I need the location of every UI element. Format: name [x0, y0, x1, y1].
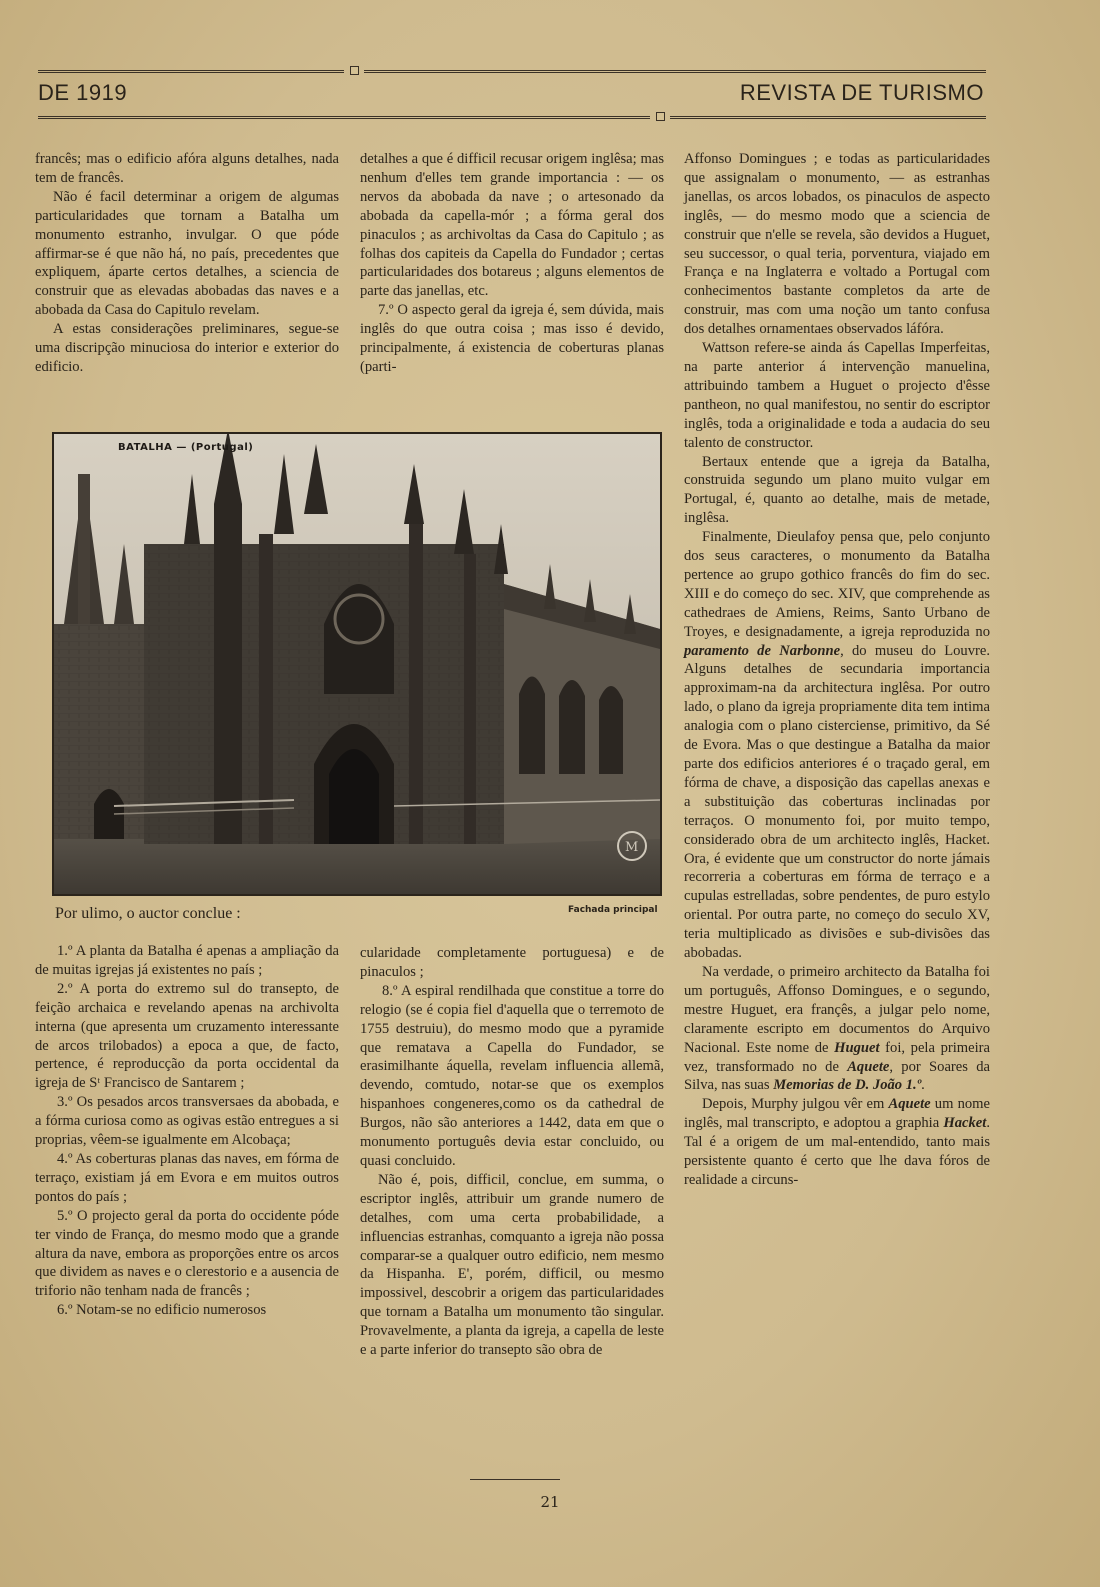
paragraph-intro: Por ulimo, o auctor conclue : — [55, 905, 241, 922]
paragraph: francês; mas o edificio afóra alguns detalhes, nada tem de francês. — [35, 151, 339, 186]
paragraph: Não é, pois, difficil, conclue, em summa, o escriptor inglês, attribuir um grande numero de detalhes, com uma certa probabilidade, a influencias estranhas, comquanto a igreja não possa comparar-se a qualquer outro edificio, nem mesmo da Hispanha. E', porém, difficil, ou mesmo impossivel, descobrir a origem das particularidades que tornam a Batalha um monumento tão singular. Provavelmente, a planta da igreja, a capella de leste e a parte inferior do transepto são obra de — [360, 1171, 664, 1359]
header-rule-bottom-right — [670, 116, 986, 119]
paragraph — [684, 528, 990, 963]
header-rule-top-right — [364, 70, 986, 73]
text-run: . Tal é a origem de um mal-entendido, tanto mais persistente quanto é certo que lhe dava fóros de realidade a circuns- — [684, 1115, 990, 1188]
column-1-top — [35, 150, 339, 377]
photo-label: BATALHA — (Portugal) — [118, 442, 254, 453]
header-ornament-top — [350, 66, 359, 75]
column-3 — [684, 150, 990, 1190]
header-ornament-bottom — [656, 112, 665, 121]
paragraph: A estas considerações preliminares, segue-se uma discripção minuciosa do interior e exterior do edificio. — [35, 321, 339, 375]
header-rule-bottom-left — [38, 116, 650, 119]
photo-batalha-facade — [52, 432, 662, 896]
list-item: 1.º A planta da Batalha é apenas a ampliação da de muitas igrejas já existentes no país ; — [35, 943, 339, 978]
batalha-church-illustration — [54, 434, 660, 894]
italic-term: Aquete — [888, 1096, 931, 1113]
text-run: Na verdade, o primeiro architecto da Batalha foi um português, Affonso Domingues, e o segundo, mestre Huguet, era françês, a julgar pelo nome, claramente escripto em documentos do Arquivo Nacional. Este nome de — [684, 963, 990, 1056]
paragraph — [684, 1095, 990, 1190]
italic-term: Hacket — [943, 1115, 987, 1132]
header-rule-top-left — [38, 70, 344, 73]
text-run: Finalmente, Dieulafoy pensa que, pelo conjunto dos seus caracteres, o monumento da Batalha pertence ao grupo gothico francês do fim do sec. XIII e do começo do sec. XIV, que comprehende as cathedraes de Amiens, Reims, Santo Urbano de Troyes, e designadamente, a igreja reproduzida no — [684, 529, 990, 640]
italic-term: Memorias de D. João 1.º — [773, 1077, 922, 1094]
text-run: um nome inglês, mal transcripto, e adoptou a graphia — [684, 1096, 990, 1132]
column-2-top — [360, 150, 664, 377]
italic-term: Huguet — [834, 1039, 880, 1056]
paragraph: detalhes a que é difficil recusar origem inglêsa; mas nenhum d'elles tem grande importancia : — os nervos da abobada da nave ; o artesonado da abobada da capella-mór ; a fórma geral dos pinaculos ; as archivoltas da Casa do Capitulo ; as folhas dos capiteis da Capella do Fundador ; certas particularidades dos botareus ; alguns elementos de parte das janellas, etc. — [360, 151, 664, 300]
text-run: , por Soares da Silva, nas suas — [684, 1058, 990, 1094]
paragraph: 7.º O aspecto geral da igreja é, sem dúvida, mais inglês do que outra coisa ; mas isso é devido, principalmente, á existencia de coberturas planas (parti- — [360, 302, 664, 375]
footer-rule — [470, 1479, 560, 1480]
paragraph: Wattson refere-se ainda ás Capellas Imperfeitas, na parte anterior á intervenção manuelina, attribuindo tambem a Huguet o projecto d'êsse pantheon, no qual manifestou, no sentir do escriptor inglês, toda a originalidade e toda a audacia do seu talento de constructor. — [684, 340, 990, 451]
list-item: 3.º Os pesados arcos transversaes da abobada, e a fórma curiosa como as ogivas estão entregues a si proprias, vêem-se igualmente em Alcobaça; — [35, 1094, 339, 1149]
italic-term: Aquete — [847, 1058, 890, 1075]
text-run: . — [921, 1077, 925, 1094]
photo-caption: Fachada principal — [568, 905, 658, 915]
paragraph: cularidade completamente portuguesa) e de pinaculos ; — [360, 945, 664, 980]
list-item: 6.º Notam-se no edificio numerosos — [57, 1302, 267, 1319]
text-run: Depois, Murphy julgou vêr em — [702, 1096, 889, 1113]
column-2-bottom — [360, 944, 664, 1360]
header-right-text: REVISTA DE TURISMO — [739, 80, 984, 105]
list-item: 4.º As coberturas planas das naves, em fórma de terraço, existiam já em Evora e em muitos outros pontos do país ; — [35, 1150, 339, 1205]
column-1-bottom — [35, 903, 339, 1320]
paragraph — [684, 963, 990, 1095]
svg-text:M: M — [625, 840, 639, 855]
paragraph: Não é facil determinar a origem de algumas particularidades que tornam a Batalha um monumento estranho, invulgar. O que póde affirmar-se é que não há, no país, precedentes que expliquem, áparte certos detalhes, a sciencia de construir que as elevadas abobadas das naves e a abobada da Casa do Capitulo revelam. — [35, 188, 339, 319]
text-run: foi, pela primeira vez, transformado no de — [684, 1039, 990, 1075]
list-item: 8.º A espiral rendilhada que constitue a torre do relogio (se é copia fiel d'aquella que o terremoto de 1755 destruiu), do mesmo modo que a pyramide que rematava a Capella do Fundador, se erasimilhante áquella, revelam influencia allemã, devendo, comtudo, notar-se que os exemplos hispanhoes congeneres,como os da cathedral de Burgos, não são anteriores a 1442, data em que o monumento português devia estar concluido, ou quasi concluido. — [360, 982, 664, 1169]
paragraph: Affonso Domingues ; e todas as particularidades que assignalam o monumento, — as estranhas janellas, os arcos lobados, os pinaculos de aspecto inglês, — do mesmo modo que a sciencia de construir que n'elle se revela, são devidos a Huguet, seu successor, o qual teria, porventura, viajado em França e na Inglaterra e voltado a Portugal com conhecimentos bastante completos da arte de construir, mas com uma noção um tanto confusa dos detalhes ornamentaes observados láfóra. — [684, 151, 990, 338]
italic-term: paramento de Narbonne — [684, 642, 841, 659]
text-run: , do museu do Louvre. Alguns detalhes de secundaria importancia approximam-na da architectura inglêsa. Por outro lado, o plano da igreja propriamente dita tem intima analogia com o plano cisterciense, primitivo, da Sé de Evora. Mas o que destingue a Batalha da maior parte dos edificios anteriores é o traçado geral, em fórma de chave, a disposição das capellas anexas e a substituição das coberturas inclinadas por terraços. O monumento foi, por muito tempo, considerado obra de um architecto inglês, Hacket. Ora, é evidente que um constructor do norte jámais recorreria a coberturas em fórma de terraço e a cupulas estrelladas, sobre pendentes, de puro estylo oriental. Por outra parte, no começo do seculo XV, teria multiplicado as divisões e sub-divisões das abobadas. — [684, 642, 990, 962]
list-item: 2.º A porta do extremo sul do transepto, de feição archaica e revelando apenas na archivolta interna (que apresenta um cruzamento interessante de arcos trilobados) a epoca a que, de facto, pertence, é reproducção da porta occidental da igreja de Sᵗ Francisco de Santarem ; — [35, 980, 339, 1092]
list-item: 5.º O projecto geral da porta do occidente póde ter vindo de França, do mesmo modo que a grande altura da nave, embora as proporções entre os arcos que dividem as naves e o clerestorio e a ausencia de triforio não tenham nada de francês ; — [35, 1207, 339, 1300]
header-left-text: DE 1919 — [38, 80, 128, 105]
paragraph: Bertaux entende que a igreja da Batalha, construida segundo um plano muito vulgar em Portugal, é, quanto ao detalhe, mais de metade, inglêsa. — [684, 453, 990, 527]
page-number: 21 — [540, 1493, 560, 1511]
